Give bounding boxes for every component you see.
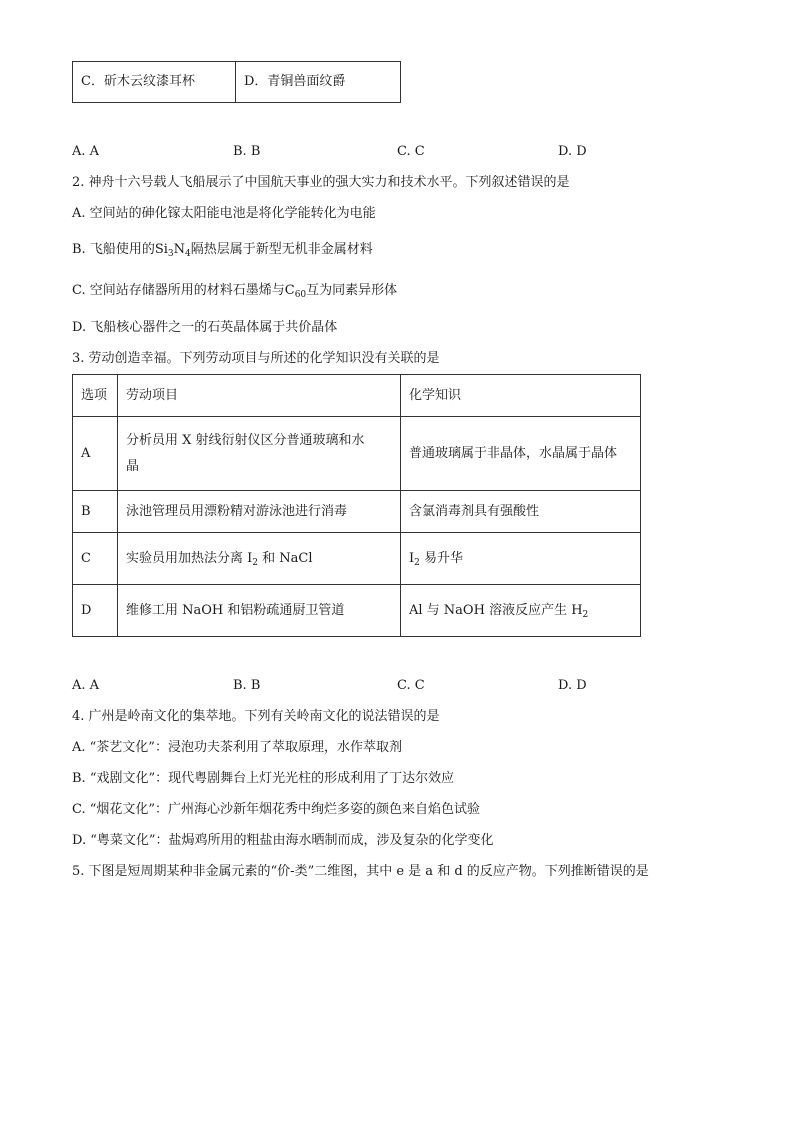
q2-option-b: B. 飞船使用的$Si_3N_4$隔热层属于新型无机非金属材料 xyxy=(72,242,373,259)
q5-stem: 5. 下图是短周期某种非金属元素的“价-类”二维图，其中 e 是 a 和 d 的反应产物。下列推断错误的是 xyxy=(72,864,649,879)
q3-option-c: C. C xyxy=(397,678,425,693)
q4-option-c: C. “烟花文化”：广州海心沙新年烟花秀中绚烂多姿的颜色来自焰色试验 xyxy=(72,802,481,817)
q3-option-a: A. A xyxy=(72,678,100,693)
q1-option-a: A. A xyxy=(72,144,100,159)
q4-stem: 4. 广州是岭南文化的集萃地。下列有关岭南文化的说法错误的是 xyxy=(72,709,440,724)
table-row: C 实验员用加热法分离 $I_2$ 和 NaCl $I_2$ 易升华 xyxy=(73,533,641,585)
q2-option-a: A. 空间站的砷化镓太阳能电池是将化学能转化为电能 xyxy=(72,206,376,221)
q1-option-d: D. D xyxy=(558,144,587,159)
q2-option-d: D. 飞船核心器件之一的石英晶体属于共价晶体 xyxy=(72,320,338,335)
header-labor: 劳动项目 xyxy=(118,375,401,417)
q4-option-b: B. “戏剧文化”：现代粤剧舞台上灯光光柱的形成利用了丁达尔效应 xyxy=(72,771,455,786)
q1-option-b: B. B xyxy=(233,144,261,159)
q3-option-d: D. D xyxy=(558,678,587,693)
option-c-cell: C．斫木云纹漆耳杯 xyxy=(73,62,236,103)
header-option: 选项 xyxy=(73,375,118,417)
q2-stem: 2. 神舟十六号载人飞船展示了中国航天事业的强大实力和技术水平。下列叙述错误的是 xyxy=(72,175,570,190)
q3-table xyxy=(72,374,641,637)
q3-stem: 3. 劳动创造幸福。下列劳动项目与所述的化学知识没有关联的是 xyxy=(72,351,440,366)
q4-option-d: D. “粤菜文化”：盐焗鸡所用的粗盐由海水晒制而成，涉及复杂的化学变化 xyxy=(72,833,494,848)
table-row: B 泳池管理员用漂粉精对游泳池进行消毒 含氯消毒剂具有强酸性 xyxy=(73,491,641,533)
header-knowledge: 化学知识 xyxy=(401,375,641,417)
table-row: A 分析员用 X 射线衍射仪区分普通玻璃和水 晶 普通玻璃属于非晶体，水晶属于晶体 xyxy=(73,417,641,491)
table-row: D 维修工用 NaOH 和铝粉疏通厨卫管道 Al 与 NaOH 溶液反应产生 $H_2$ xyxy=(73,585,641,637)
option-d-cell: D．青铜兽面纹爵 xyxy=(236,62,401,103)
top-options-table xyxy=(72,61,401,103)
q1-option-c: C. C xyxy=(397,144,425,159)
q4-option-a: A. “茶艺文化”：浸泡功夫茶利用了萃取原理，水作萃取剂 xyxy=(72,740,402,755)
formula-c60: $C_{60}$ xyxy=(284,283,307,300)
formula-si3n4: $Si_3N_4$ xyxy=(154,242,191,259)
q2-option-c: C. 空间站存储器所用的材料石墨烯与$C_{60}$互为同素异形体 xyxy=(72,283,398,300)
q3-option-b: B. B xyxy=(233,678,261,693)
